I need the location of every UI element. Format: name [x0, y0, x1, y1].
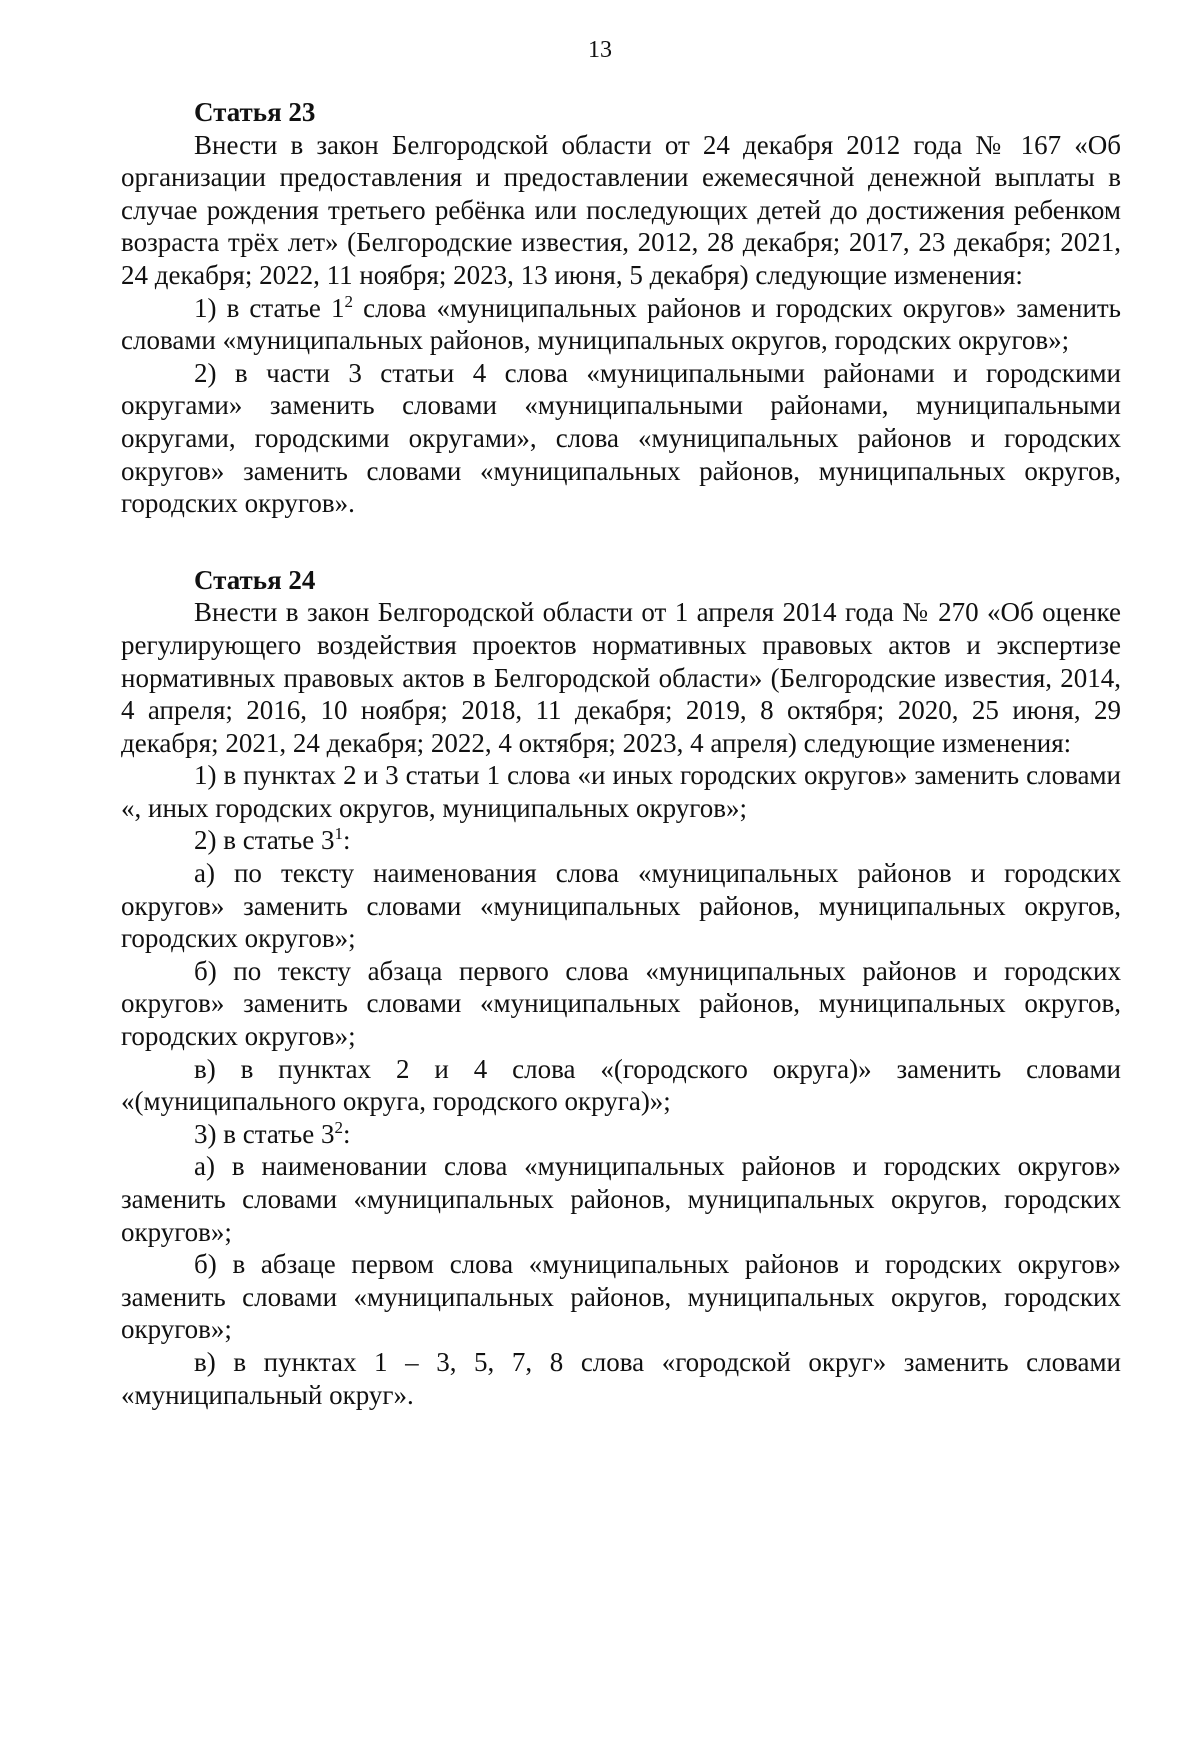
article-23-item-1-text-start: 1) в статье 1 [194, 292, 345, 323]
article-23 [121, 96, 1121, 520]
article-24-heading: Статья 24 [194, 564, 316, 595]
article-24-item-3 [121, 1118, 1121, 1151]
article-24-item-3b: б) в абзаце первом слова «муниципальных районов и городских округов» заменить словами «муниципальных районов, муниципальных округов, городских округов»; [121, 1249, 1121, 1345]
article-23-intro: Внести в закон Белгородской области от 24 декабря 2012 года № 167 «Об организации предоставления и предоставлении ежемесячной денежной выплаты в случае рождения третьего ребёнка или последующих детей до достижения ребенком возраста трёх лет» (Белгородские известия, 2012, 28 декабря; 2017, 23 декабря; 2021, 24 декабря; 2022, 11 ноября; 2023, 13 июня, 5 декабря) следующие изменения: [121, 129, 1121, 290]
article-24-item-3a: а) в наименовании слова «муниципальных районов и городских округов» заменить словами «муниципальных районов, муниципальных округов, городских округов»; [121, 1151, 1121, 1247]
document-body [121, 96, 1121, 1411]
page-number: 13 [588, 37, 612, 63]
article-24-item-3c: в) в пунктах 1 – 3, 5, 7, 8 слова «городской округ» заменить словами «муниципальный округ». [121, 1346, 1121, 1410]
article-24-item-2c: в) в пунктах 2 и 4 слова «(городского округа)» заменить словами «(муниципального округа, городского округа)»; [121, 1053, 1121, 1117]
article-24-item-1: 1) в пунктах 2 и 3 статьи 1 слова «и иных городских округов» заменить словами «, иных городских округов, муниципальных округов»; [121, 760, 1121, 823]
article-23-item-1-superscript: 2 [344, 291, 353, 311]
article-spacer [121, 520, 1121, 564]
article-23-item-1-text-end: слова «муниципальных районов и городских округов» заменить словами «муниципальных районов, муниципальных округов, городских округов»; [121, 292, 1122, 356]
article-24-item-3-superscript: 2 [334, 1117, 343, 1137]
article-24-item-2 [121, 824, 1121, 857]
article-23-item-1 [121, 292, 1121, 357]
article-23-item-2: 2) в части 3 статьи 4 слова «муниципальными районами и городскими округами» заменить словами «муниципальными районами, муниципальными округами, городскими округами», слова «муниципальных районов и городских округов» заменить словами «муниципальных районов, муниципальных округов, городских округов». [121, 357, 1121, 519]
article-23-heading: Статья 23 [194, 97, 316, 127]
article-24-item-3-text-start: 3) в статье 3 [194, 1118, 335, 1149]
article-24 [121, 564, 1121, 1411]
article-24-intro: Внести в закон Белгородской области от 1 апреля 2014 года № 270 «Об оценке регулирующего воздействия проектов нормативных правовых актов и экспертизе нормативных правовых актов в Белгородской области» (Белгородские известия, 2014, 4 апреля; 2016, 10 ноября; 2018, 11 декабря; 2019, 8 октября; 2020, 25 июня, 29 декабря; 2021, 24 декабря; 2022, 4 октября; 2023, 4 апреля) следующие изменения: [121, 597, 1121, 758]
article-24-item-2a: а) по тексту наименования слова «муниципальных районов и городских округов» заменить словами «муниципальных районов, муниципальных округов, городских округов»; [121, 858, 1121, 954]
article-24-item-2-text-end: : [342, 825, 351, 856]
article-24-item-3-text-end: : [342, 1118, 351, 1149]
article-24-item-2-superscript: 1 [334, 824, 343, 844]
article-24-item-2-text-start: 2) в статье 3 [194, 825, 335, 856]
article-24-item-2b: б) по тексту абзаца первого слова «муниципальных районов и городских округов» заменить словами «муниципальных районов, муниципальных округов, городских округов»; [121, 955, 1121, 1052]
